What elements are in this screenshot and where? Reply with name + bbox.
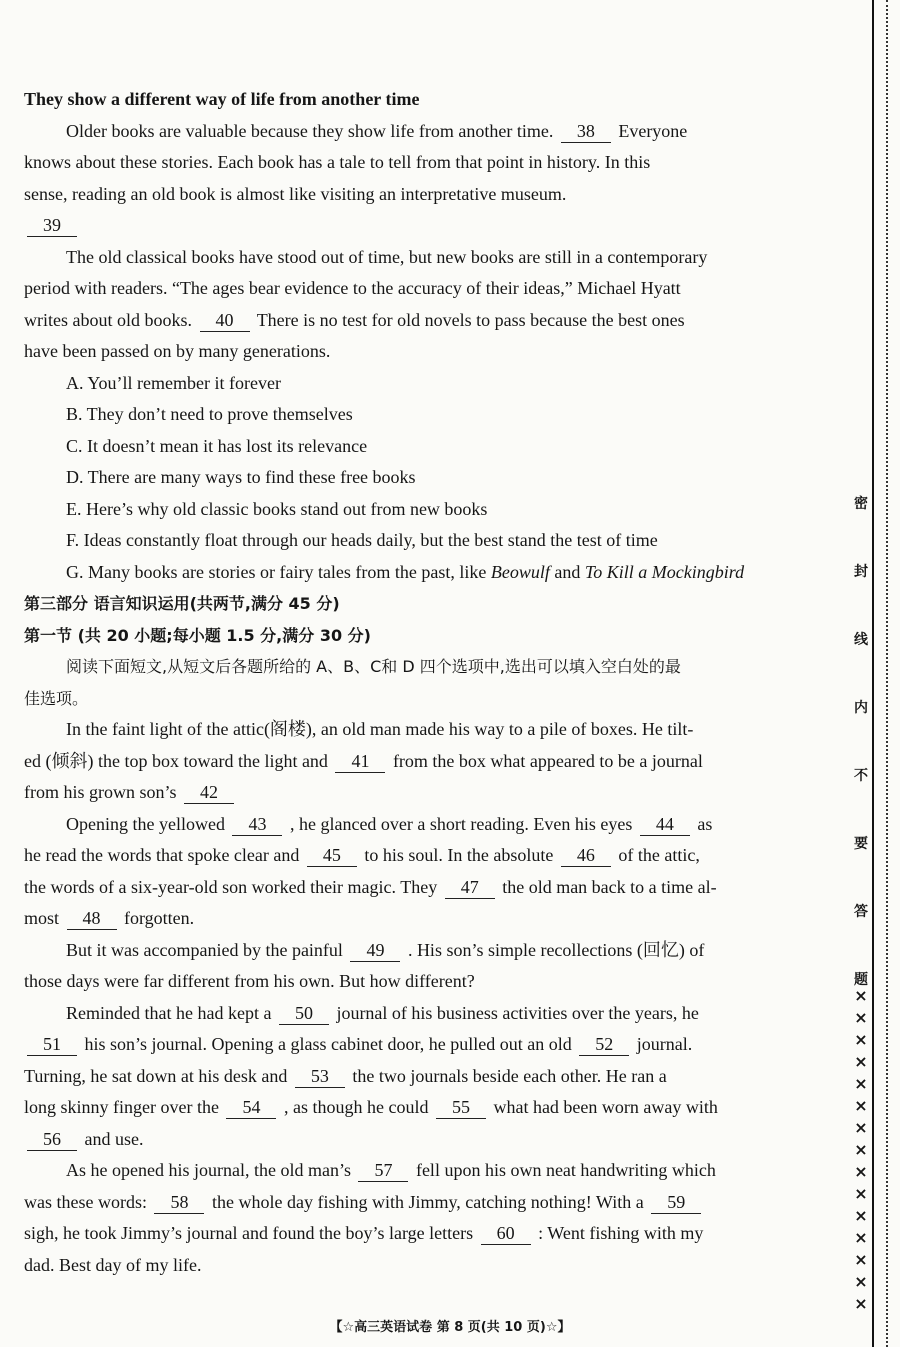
blank-53[interactable]: 53 <box>295 1065 345 1088</box>
passage-title: They show a different way of life from another time <box>24 89 420 109</box>
instruction: 阅读下面短文,从短文后各题所给的 A、B、C和 D 四个选项中,选出可以填入空白处的最 <box>66 657 681 676</box>
cloze-line: dad. Best day of my life. <box>24 1254 202 1275</box>
paragraph-1-line: knows about these stories. Each book has a tale to tell from that point in history. In this <box>24 152 651 172</box>
text: to his soul. In the absolute <box>364 845 554 865</box>
option-d: D. There are many ways to find these free books <box>66 467 416 487</box>
text: But it was accompanied by the painful <box>66 939 343 960</box>
cloze-line <box>24 840 836 872</box>
blank-54[interactable]: 54 <box>226 1096 276 1119</box>
blank-42[interactable]: 42 <box>184 781 234 804</box>
text: what had been worn away with <box>493 1097 718 1117</box>
text: journal of his business activities over the years, he <box>336 1002 699 1023</box>
cloze-line <box>24 777 836 809</box>
option-b: B. They don’t need to prove themselves <box>66 404 353 424</box>
text: G. Many books are stories or fairy tales from the past, like <box>66 561 487 582</box>
blank-47[interactable]: 47 <box>445 876 495 899</box>
blank-57[interactable]: 57 <box>358 1159 408 1182</box>
cloze-line <box>24 746 836 778</box>
cloze-line <box>24 935 836 967</box>
text: most <box>24 908 60 928</box>
text: Turning, he sat down at his desk and <box>24 1065 288 1086</box>
blank-46[interactable]: 46 <box>561 844 611 867</box>
blank-60[interactable]: 60 <box>481 1222 531 1245</box>
paragraph-2-line: have been passed on by many generations. <box>24 341 331 361</box>
cloze-line <box>24 1155 836 1187</box>
text: fell upon his own neat handwriting which <box>415 1160 716 1180</box>
text: journal. <box>636 1034 693 1054</box>
text: from the box what appeared to be a journal <box>392 750 703 771</box>
cloze-line <box>24 809 836 841</box>
paragraph-1-line <box>24 210 836 242</box>
cloze-line <box>24 1187 836 1219</box>
blank-59[interactable]: 59 <box>651 1191 701 1214</box>
cloze-line <box>24 903 836 935</box>
blank-55[interactable]: 55 <box>436 1096 486 1119</box>
cloze-line <box>24 1029 836 1061</box>
option-a: A. You’ll remember it forever <box>66 372 281 393</box>
text: , he glanced over a short reading. Even his eyes <box>289 813 633 834</box>
text: of the attic, <box>618 845 700 865</box>
text: . His son’s simple recollections (回忆) of <box>407 939 705 960</box>
blank-51[interactable]: 51 <box>27 1033 77 1056</box>
text: writes about old books. <box>24 309 192 330</box>
text: his son’s journal. Opening a glass cabinet door, he pulled out an old <box>84 1034 572 1054</box>
blank-48[interactable]: 48 <box>67 907 117 930</box>
blank-44[interactable]: 44 <box>640 813 690 836</box>
cloze-line <box>24 998 836 1030</box>
paragraph-2-line <box>24 305 836 337</box>
text: and <box>554 561 581 582</box>
binding-char: 不 <box>854 768 868 784</box>
text: was these words: <box>24 1191 147 1212</box>
blank-56[interactable]: 56 <box>27 1128 77 1151</box>
binding-margin <box>844 0 900 1347</box>
text: Older books are valuable because they show life from another time. <box>66 120 554 141</box>
text: from his grown son’s <box>24 782 177 802</box>
blank-39[interactable]: 39 <box>27 214 77 237</box>
option-g <box>24 557 836 589</box>
binding-dotted-line <box>886 0 888 1347</box>
binding-char: 密 <box>854 496 868 512</box>
binding-chars <box>852 470 870 1014</box>
text: As he opened his journal, the old man’s <box>66 1160 351 1180</box>
cloze-line <box>24 1124 836 1156</box>
blank-50[interactable]: 50 <box>279 1002 329 1025</box>
blank-52[interactable]: 52 <box>579 1033 629 1056</box>
paragraph-1-line: sense, reading an old book is almost like visiting an interpretative museum. <box>24 183 567 204</box>
blank-49[interactable]: 49 <box>350 939 400 962</box>
section-1-heading: 第一节 (共 20 小题;每小题 1.5 分,满分 30 分) <box>24 625 371 645</box>
text: : Went fishing with my <box>538 1223 704 1243</box>
text: and use. <box>84 1128 144 1149</box>
binding-x-marks: ××××××××××××××× <box>854 986 868 1313</box>
text: ed (倾斜) the top box toward the light and <box>24 750 328 771</box>
text: Reminded that he had kept a <box>66 1002 272 1023</box>
cloze-line <box>24 872 836 904</box>
blank-40[interactable]: 40 <box>200 309 250 332</box>
binding-char: 线 <box>854 632 868 648</box>
paragraph-2-line: The old classical books have stood out of time, but new books are still in a contemporary <box>66 246 708 267</box>
binding-char: 内 <box>854 700 868 716</box>
book-title: To Kill a Mockingbird <box>584 561 745 582</box>
text: Opening the yellowed <box>66 813 225 834</box>
blank-41[interactable]: 41 <box>335 750 385 773</box>
text: the whole day fishing with Jimmy, catching nothing! With a <box>211 1191 644 1212</box>
text: There is no test for old novels to pass because the best ones <box>256 309 685 330</box>
page-content <box>24 84 836 1281</box>
option-c: C. It doesn’t mean it has lost its relevance <box>66 435 368 456</box>
option-f: F. Ideas constantly float through our heads daily, but the best stand the test of time <box>66 530 658 550</box>
text: he read the words that spoke clear and <box>24 845 300 865</box>
option-e: E. Here’s why old classic books stand out from new books <box>66 498 488 519</box>
blank-43[interactable]: 43 <box>232 813 282 836</box>
binding-char: 要 <box>854 836 868 852</box>
binding-char: 封 <box>854 564 868 580</box>
text: long skinny finger over the <box>24 1097 219 1117</box>
blank-45[interactable]: 45 <box>307 844 357 867</box>
text: , as though he could <box>283 1097 429 1117</box>
cloze-line <box>24 1061 836 1093</box>
text: the old man back to a time al- <box>502 876 717 897</box>
cloze-line: those days were far different from his own. But how different? <box>24 971 475 991</box>
paragraph-1-line <box>24 116 836 148</box>
blank-58[interactable]: 58 <box>154 1191 204 1214</box>
text: Everyone <box>618 120 688 141</box>
cloze-line <box>24 1218 836 1250</box>
binding-char: 答 <box>854 904 868 920</box>
instruction: 佳选项。 <box>24 688 89 708</box>
part-3-heading: 第三部分 语言知识运用(共两节,满分 45 分) <box>24 594 340 613</box>
text: the words of a six-year-old son worked their magic. They <box>24 876 438 897</box>
text: the two journals beside each other. He ran a <box>352 1065 667 1086</box>
cloze-line: In the faint light of the attic(阁楼), an old man made his way to a pile of boxes. He tilt- <box>66 719 694 739</box>
text: forgotten. <box>124 908 195 928</box>
binding-char: 题 <box>854 972 868 988</box>
paragraph-2-line: period with readers. “The ages bear evidence to the accuracy of their ideas,” Michael Hyatt <box>24 278 681 298</box>
book-title: Beowulf <box>490 561 550 582</box>
cloze-line <box>24 1092 836 1124</box>
text: as <box>697 813 713 834</box>
blank-38[interactable]: 38 <box>561 120 611 143</box>
text: sigh, he took Jimmy’s journal and found the boy’s large letters <box>24 1223 474 1243</box>
page-footer: 【☆高三英语试卷 第 8 页(共 10 页)☆】 <box>329 1320 571 1335</box>
